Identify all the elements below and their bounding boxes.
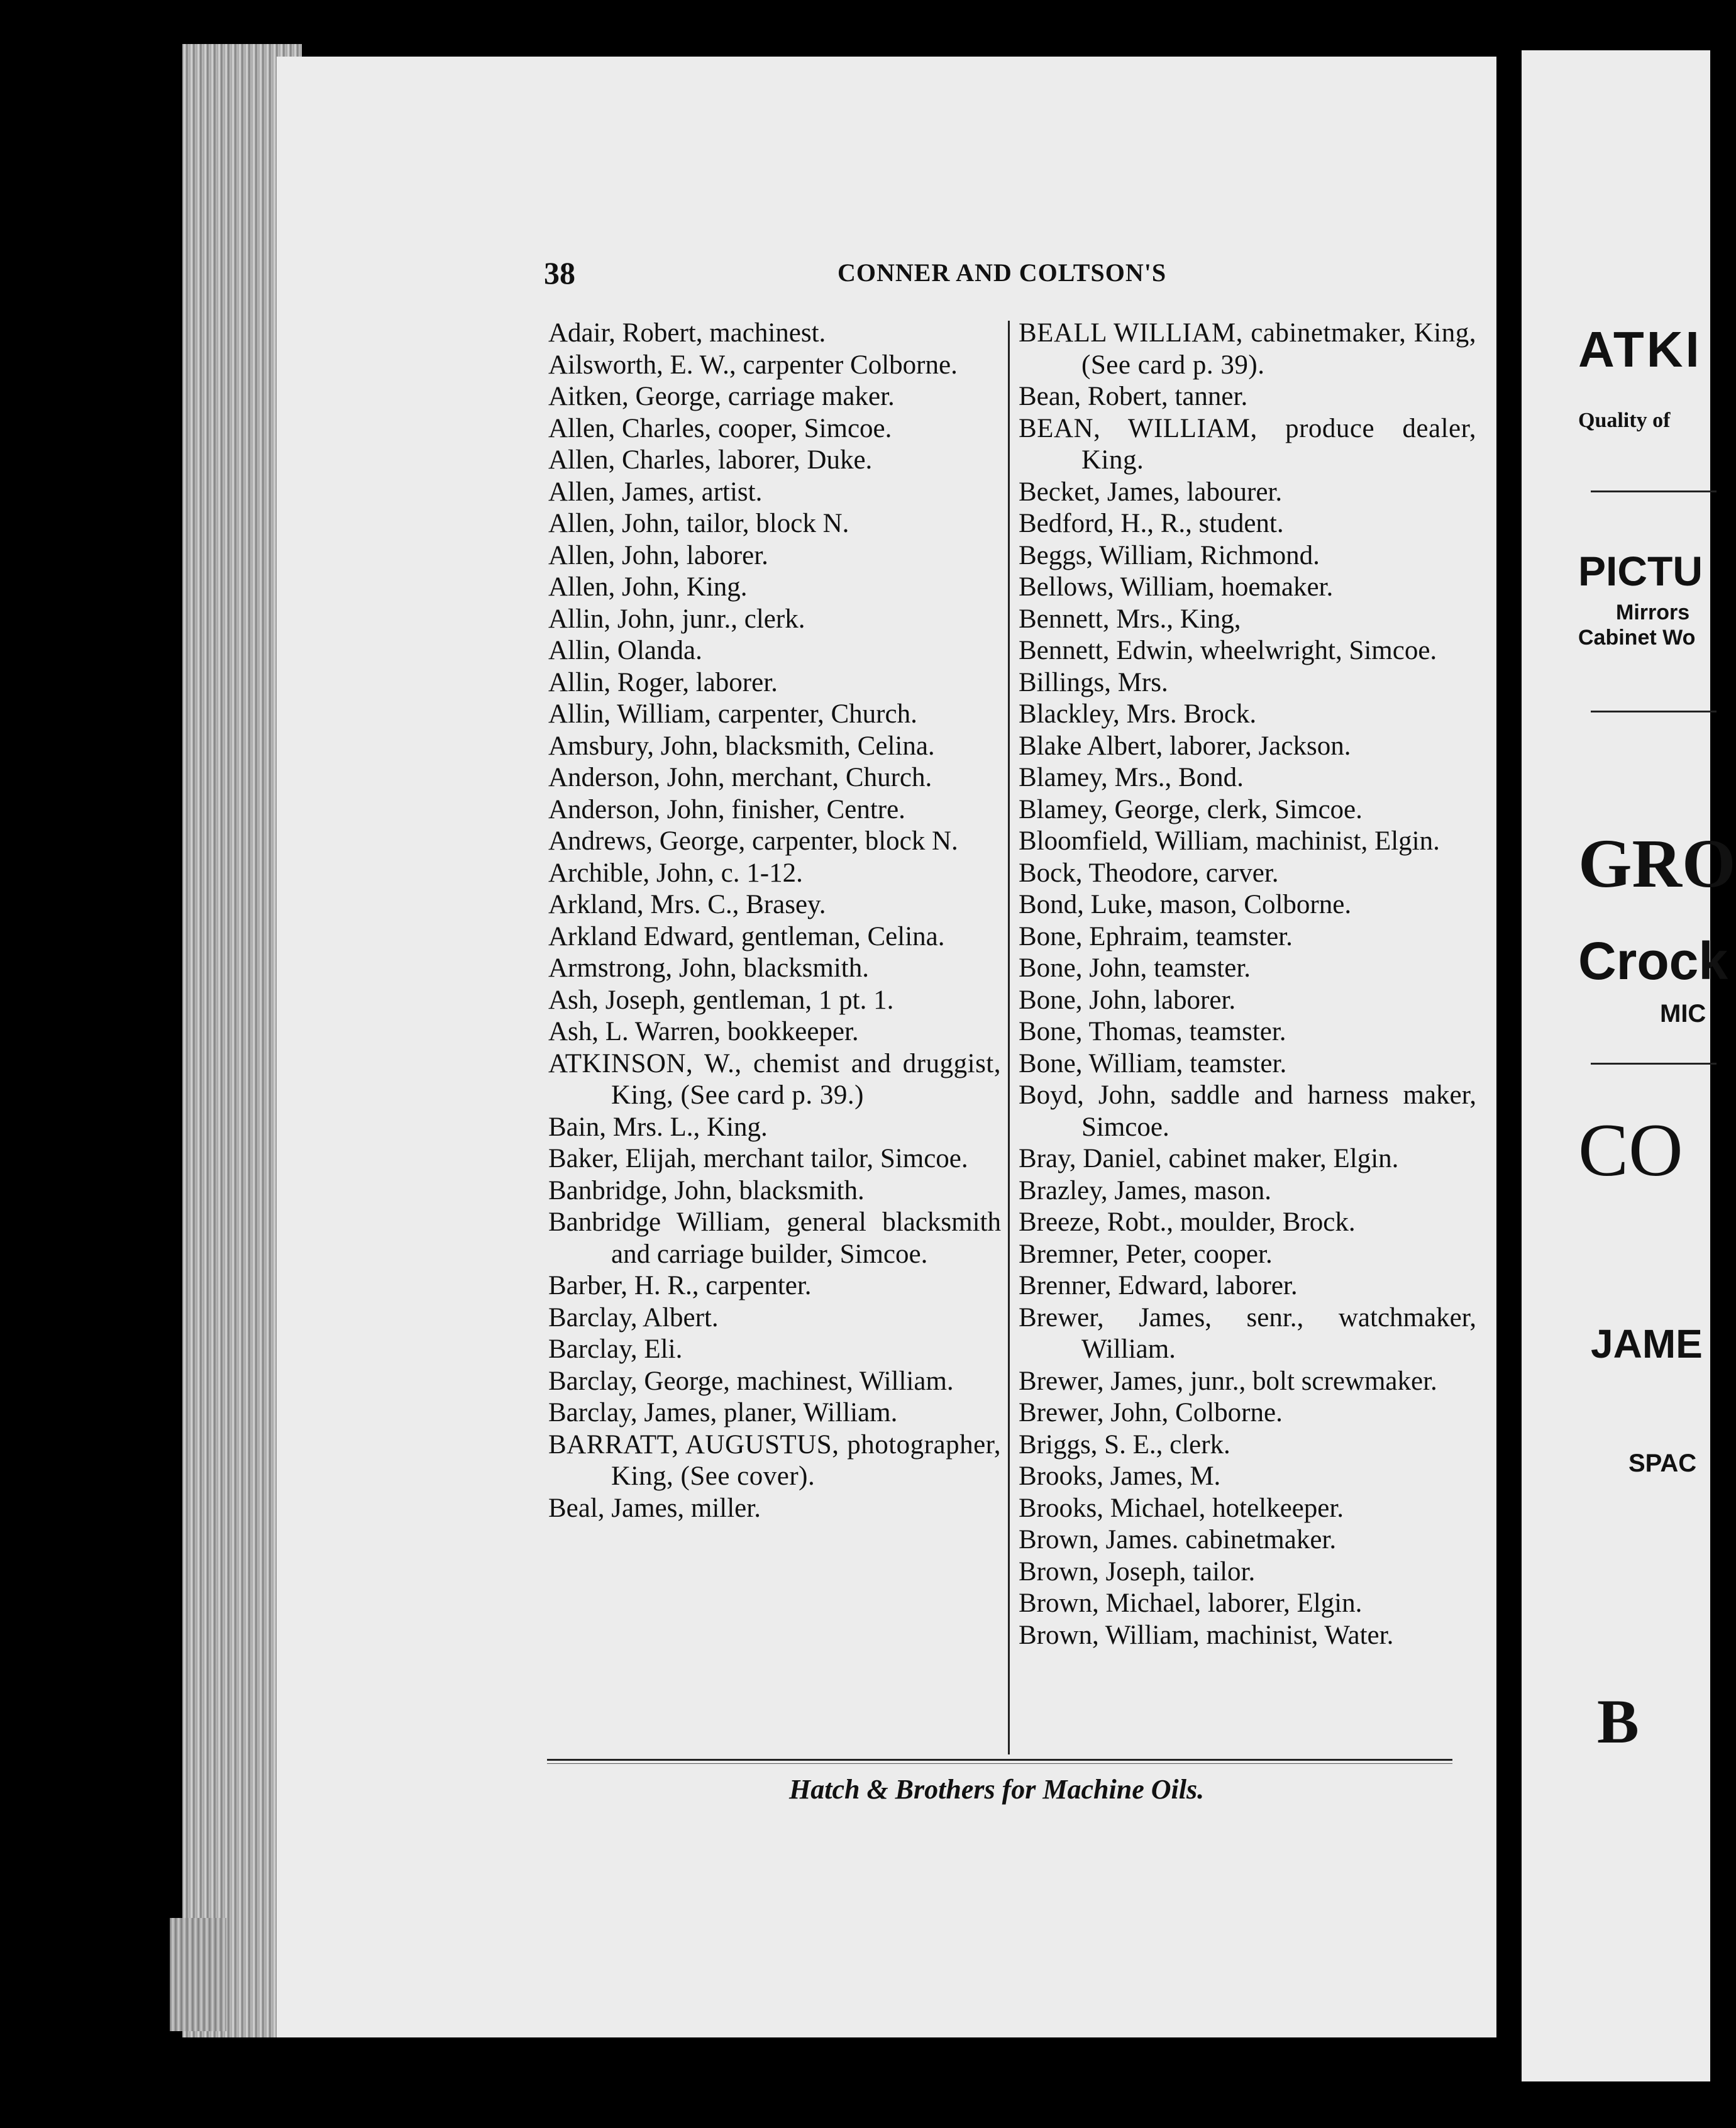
directory-entry: Bone, John, laborer.: [1019, 985, 1236, 1015]
directory-entry: Brown, Joseph, tailor.: [1019, 1556, 1256, 1587]
directory-entry: BEALL WILLIAM, cabinetmaker, King, (See card p. 39).: [1019, 318, 1476, 380]
right-column: [1019, 318, 1476, 1651]
directory-entry: BEAN, WILLIAM, produce dealer, King.: [1019, 413, 1476, 475]
directory-entry: Anderson, John, merchant, Church.: [548, 763, 932, 792]
directory-entry: Amsbury, John, blacksmith, Celina.: [548, 731, 935, 761]
directory-entry: Barclay, Eli.: [548, 1334, 683, 1364]
directory-entry: Allen, John, tailor, block N.: [548, 509, 849, 538]
directory-entry: Boyd, John, saddle and harness maker, Simcoe.: [1019, 1080, 1476, 1142]
directory-entry: Bone, William, teamster.: [1019, 1048, 1287, 1078]
directory-entry: Brenner, Edward, laborer.: [1019, 1271, 1298, 1300]
directory-entry: Allen, John, King.: [548, 572, 748, 602]
directory-entry: Brooks, James, M.: [1019, 1461, 1221, 1491]
facing-fragment: Cabinet Wo: [1578, 626, 1696, 650]
directory-entry: Banbridge, John, blacksmith.: [548, 1175, 865, 1205]
facing-rule: [1591, 711, 1717, 712]
directory-entry: Bond, Luke, mason, Colborne.: [1019, 890, 1352, 919]
directory-entry: Brewer, James, senr., watchmaker, William.: [1019, 1302, 1476, 1364]
directory-entry: BARRATT, AUGUSTUS, photographer, King, (See cover).: [548, 1429, 1001, 1491]
directory-entry: Arkland Edward, gentleman, Celina.: [548, 921, 945, 951]
facing-fragment: ATKI: [1578, 321, 1702, 377]
directory-entry: Allin, John, junr., clerk.: [548, 604, 805, 634]
directory-entry: Aitken, George, carriage maker.: [548, 382, 895, 411]
directory-entry: Bray, Daniel, cabinet maker, Elgin.: [1019, 1144, 1399, 1173]
directory-entry: Allin, William, carpenter, Church.: [548, 699, 917, 729]
directory-entry: Brooks, Michael, hotelkeeper.: [1019, 1493, 1344, 1523]
directory-entry: Blake Albert, laborer, Jackson.: [1019, 731, 1351, 761]
directory-entry: Beal, James, miller.: [548, 1493, 761, 1523]
facing-fragment: CO: [1578, 1108, 1683, 1192]
directory-entry: Barclay, Albert.: [548, 1302, 719, 1333]
facing-fragment: JAME: [1591, 1321, 1703, 1366]
directory-entry: Allen, John, laborer.: [548, 540, 768, 570]
directory-entry: Barber, H. R., carpenter.: [548, 1271, 812, 1300]
directory-entry: ATKINSON, W., chemist and druggist, King, (See card p. 39.): [548, 1048, 1001, 1110]
directory-entry: Anderson, John, finisher, Centre.: [548, 794, 905, 824]
directory-entry: Breeze, Robt., moulder, Brock.: [1019, 1207, 1356, 1237]
directory-entry: Brazley, James, mason.: [1019, 1175, 1272, 1205]
directory-entry: Bone, Thomas, teamster.: [1019, 1017, 1286, 1046]
page-number: 38: [544, 255, 575, 291]
directory-entry: Briggs, S. E., clerk.: [1019, 1429, 1230, 1460]
directory-entry: Brown, James. cabinetmaker.: [1019, 1525, 1337, 1554]
directory-entry: Brown, Michael, laborer, Elgin.: [1019, 1588, 1363, 1618]
directory-entry: Bain, Mrs. L., King.: [548, 1112, 768, 1142]
directory-entry: Beggs, William, Richmond.: [1019, 540, 1320, 570]
directory-entry: Bone, John, teamster.: [1019, 953, 1251, 983]
facing-fragment: Quality of: [1578, 409, 1671, 432]
facing-fragment: B: [1597, 1687, 1639, 1756]
directory-entry: Bennett, Edwin, wheelwright, Simcoe.: [1019, 636, 1437, 665]
directory-entry: Bellows, William, hoemaker.: [1019, 572, 1334, 602]
directory-entry: Bone, Ephraim, teamster.: [1019, 921, 1293, 951]
directory-entry: Blamey, George, clerk, Simcoe.: [1019, 794, 1363, 824]
directory-entry: Brown, William, machinist, Water.: [1019, 1620, 1394, 1650]
directory-entry: Bock, Theodore, carver.: [1019, 858, 1279, 888]
directory-entry: Allin, Olanda.: [548, 636, 702, 665]
running-title: CONNER AND COLTSON'S: [838, 258, 1167, 287]
facing-fragment: PICTU: [1578, 548, 1703, 594]
directory-entry: Armstrong, John, blacksmith.: [548, 953, 869, 983]
directory-entry: Archible, John, c. 1-12.: [548, 858, 803, 888]
left-column: [548, 318, 1001, 1524]
footer-rule-thin: [547, 1763, 1452, 1764]
facing-fragment: MIC: [1660, 1000, 1706, 1028]
directory-entry: Ailsworth, E. W., carpenter Colborne.: [548, 350, 958, 380]
facing-rule: [1591, 1063, 1717, 1065]
directory-entry: Andrews, George, carpenter, block N.: [548, 826, 958, 856]
facing-page: [1522, 50, 1736, 2081]
facing-rule: [1591, 490, 1717, 492]
directory-entry: Allen, Charles, cooper, Simcoe.: [548, 413, 892, 443]
facing-fragment: GRO: [1578, 825, 1736, 902]
directory-entry: Brewer, John, Colborne.: [1019, 1398, 1283, 1427]
facing-fragment: Mirrors: [1616, 601, 1690, 624]
directory-entry: Ash, Joseph, gentleman, 1 pt. 1.: [548, 985, 894, 1015]
footer-rule: [547, 1759, 1452, 1761]
directory-entry: Bedford, H., R., student.: [1019, 509, 1284, 538]
directory-entry: Barclay, George, machinest, William.: [548, 1366, 954, 1396]
directory-entry: Brewer, James, junr., bolt screwmaker.: [1019, 1366, 1437, 1396]
directory-entry: Ash, L. Warren, bookkeeper.: [548, 1017, 859, 1046]
directory-entry: Becket, James, labourer.: [1019, 477, 1283, 507]
directory-entry: Bean, Robert, tanner.: [1019, 382, 1248, 411]
facing-fragment: SPAC: [1628, 1449, 1697, 1477]
directory-entry: Allin, Roger, laborer.: [548, 667, 778, 697]
directory-entry: Barclay, James, planer, William.: [548, 1398, 898, 1427]
directory-entry: Bloomfield, William, machinist, Elgin.: [1019, 826, 1440, 856]
directory-entry: Arkland, Mrs. C., Brasey.: [548, 890, 826, 919]
footer-advert: Hatch & Brothers for Machine Oils.: [789, 1774, 1205, 1805]
directory-entry: Blamey, Mrs., Bond.: [1019, 763, 1244, 792]
directory-entry: Allen, Charles, laborer, Duke.: [548, 445, 873, 475]
directory-entry: Banbridge William, general blacksmith and carriage builder, Simcoe.: [548, 1207, 1001, 1269]
directory-entry: Bennett, Mrs., King,: [1019, 604, 1241, 634]
directory-entry: Allen, James, artist.: [548, 477, 763, 507]
directory-entry: Billings, Mrs.: [1019, 667, 1168, 697]
directory-entry: Bremner, Peter, cooper.: [1019, 1239, 1273, 1269]
facing-fragment: Crock: [1578, 931, 1728, 990]
directory-entry: Baker, Elijah, merchant tailor, Simcoe.: [548, 1144, 968, 1173]
book-page-edges-lower: [170, 1918, 226, 2031]
column-divider: [1008, 321, 1010, 1754]
directory-entry: Blackley, Mrs. Brock.: [1019, 699, 1257, 729]
directory-entry: Adair, Robert, machinest.: [548, 318, 826, 348]
